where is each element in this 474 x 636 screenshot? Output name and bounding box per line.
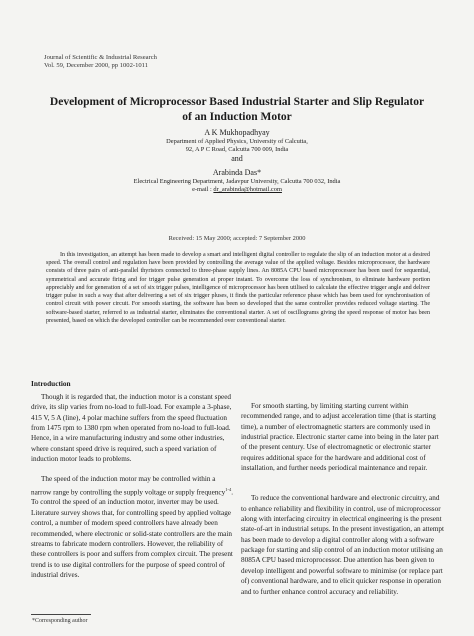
citation: 1-4 bbox=[225, 486, 232, 492]
footnote-rule bbox=[31, 614, 91, 615]
right-column bbox=[241, 401, 445, 597]
paragraph: To reduce the conventional hardware and electronic circuitry, and to enhance reliability and flexibility in control, use of microprocessor along with interfacing circuitry in electrical engineering is the present state-of-art in industrial setups. In the present investigation, an attempt has been made to develop a digital controller along with a software package for starting and slip control of an induction motor utilising an 8085A CPU based microprocessor. Due attention has been given to develop intelligent and powerful software to minimise (or replace part of) conventional hardware, and to elicit quicker response in operation and to further enhance control accuracy and reliability. bbox=[241, 494, 444, 596]
affiliation-line: Department of Applied Physics, University of Calcutta, bbox=[166, 138, 308, 145]
paper-title: Development of Microprocessor Based Industrial Starter and Slip Regulator of an Induction Motor bbox=[49, 96, 425, 123]
paragraph: Though it is regarded that, the induction motor is a constant speed drive, its slip varies from no-load to full-load. For example a 3-phase, 415 V, 5 A (line), 4 polar machine suffers from the speed fluctuation from 1475 rpm to 1380 rpm when operated from no-load to full-load. Hence, in a wire manufacturing industry and some other industries, where constant speed drive is required, such a speed variation of induction motor leads to problems. bbox=[31, 393, 232, 464]
left-column bbox=[31, 379, 235, 580]
abstract-text: In this investigation, an attempt has been made to develop a smart and intelligent digital controller to regulate the slip of an induction motor at a desired speed. The overall control and regulation have been provided by controlling the average value of the applied voltage. Besides microprocessor, the hardware consists of three pairs of anti-parallel thyristors connected to three-phase supply lines. An 8085A CPU based microprocessor has been used for sequential, symmetrical and accurate firing and for trigger pulse generation at proper instant. To overcome the loss of synchronism, to eliminate hardware portion appreciably and for generation of a set of six trigger pulses, intelligence of microprocessor has been utilised to calculate the effective trigger angle and deliver trigger pulse in such a way that after delivering a set of six trigger pluses, it finds the particular reference phase which has been used for synchronisation of control circuit with power circuit. For smooth starting, the software has been so developed that the same controller provides reduced voltage starting. The software-based starter, referred to as industrial starter, eliminates the conventional starter. A set of oscillograms giving the speed response of motor has been presented, based on which the developed controller can be recommended over conventional starter. bbox=[46, 252, 430, 324]
paragraph: For smooth starting, by limiting starting current within recommended range, and to adjust acceleration time (that is starting time), a number of electromagnetic starters are commonly used in industrial practice. Electronic starter came into being in the later part of the present century. Use of electromagnetic or electronic starter requires additional space for the hardware and additional cost of installation, and further needs periodical maintenance and repair. bbox=[241, 402, 439, 473]
affiliation-line: 92, A P C Road, Calcutta 700 009, India bbox=[185, 146, 289, 154]
journal-name: Journal of Scientific & Industrial Research bbox=[44, 54, 157, 61]
email-line bbox=[40, 186, 434, 194]
email-label: e-mail : bbox=[192, 186, 212, 194]
received-dates: Received: 15 May 2000; accepted: 7 September 2000 bbox=[168, 235, 306, 242]
footnote: *Corresponding author bbox=[32, 618, 88, 624]
author-name: Arabinda Das* bbox=[212, 168, 262, 177]
journal-header bbox=[44, 54, 157, 71]
email-link[interactable]: dr_arabinda@hotmail.com bbox=[213, 186, 282, 194]
author-block-1 bbox=[40, 128, 434, 164]
abstract bbox=[46, 251, 430, 325]
author-connector: and bbox=[231, 154, 243, 164]
affiliation-line: Electrical Engineering Department, Jadavpur University, Calcutta 700 032, India bbox=[133, 178, 341, 185]
paragraph: The speed of the induction motor may be controlled within a narrow range by controlling the supply voltage or supply frequency$^{1-4}$. To control the speed of an induction motor, inverter may be used. Literature survey shows that, for controlling speed by applied voltage control, a number of modern speed controllers have already been recommended, where electronic or solid-state controllers are the main streams to fabricate modern controllers. However, the reliability of these controllers is poor and suffers from complex circuit. The present trend is to use digital controllers for the purpose of speed control of industrial drives. bbox=[31, 475, 234, 579]
author-name: A K Mukhopadhyay bbox=[204, 128, 270, 137]
section-heading: Introduction bbox=[31, 379, 71, 388]
author-block-2 bbox=[40, 168, 434, 194]
journal-volume: Vol. 59, December 2000, pp 1002-1011 bbox=[44, 62, 149, 70]
